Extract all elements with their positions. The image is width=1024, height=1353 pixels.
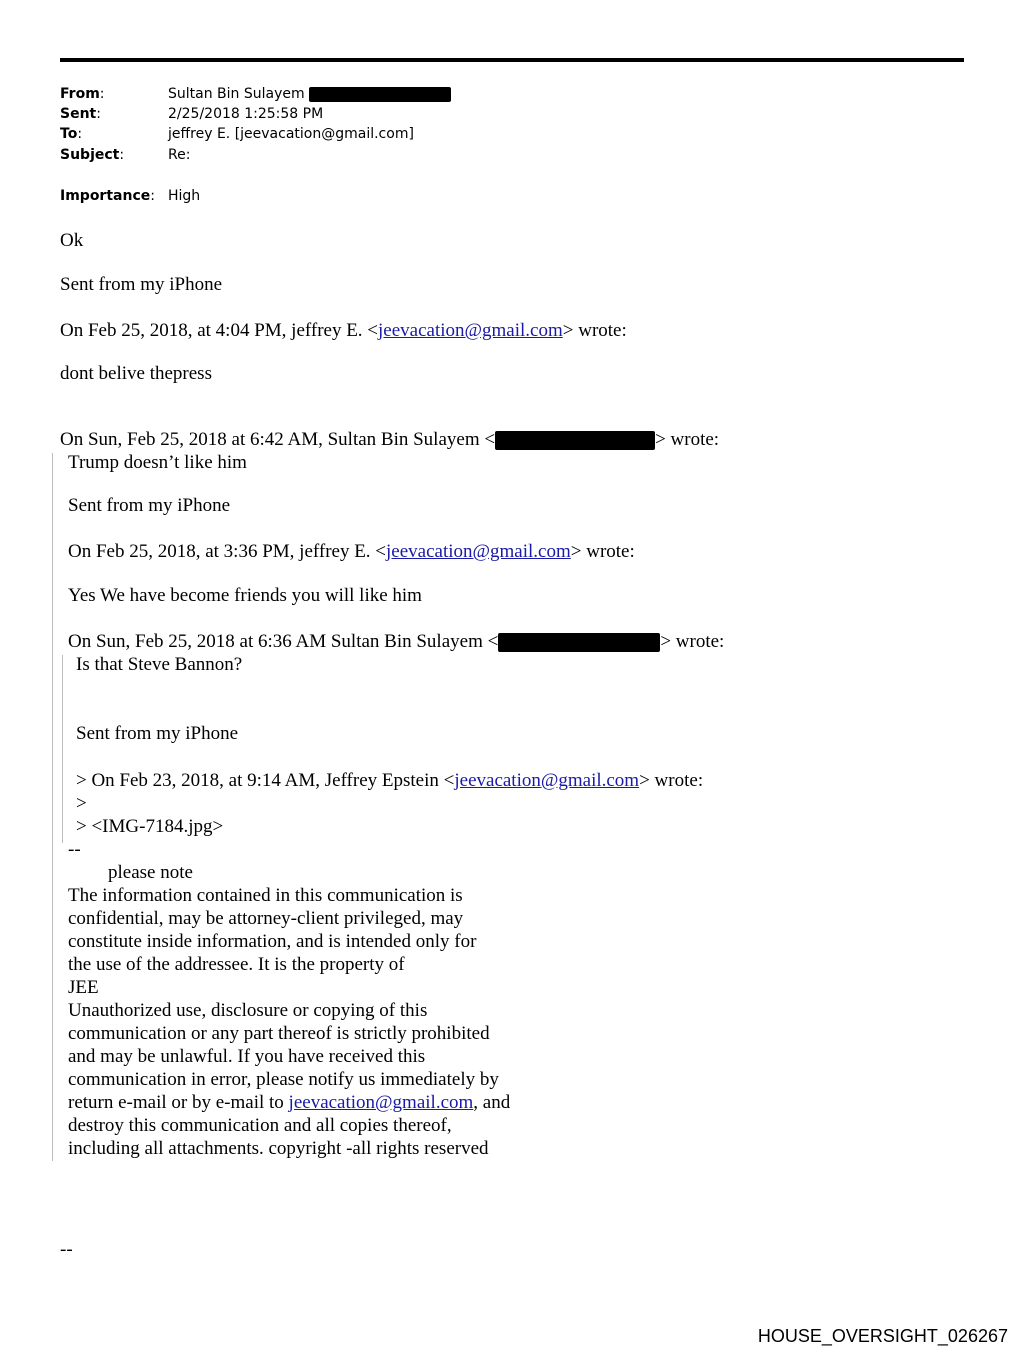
- disclaimer-line: JEE: [68, 977, 99, 998]
- email-link[interactable]: jeevacation@gmail.com: [378, 320, 563, 341]
- quote-bar: [52, 453, 53, 1161]
- importance-label: Importance: [60, 188, 151, 204]
- from-value: Sultan Bin Sulayem: [168, 86, 305, 102]
- subject-value: Re:: [168, 147, 191, 163]
- reply-header: On Feb 25, 2018, at 4:04 PM, jeffrey E. <jeevacation@gmail.com> wrote:: [60, 320, 627, 341]
- reply-text: Trump doesn’t like him: [68, 452, 247, 473]
- sent-from-iphone: Sent from my iPhone: [76, 723, 239, 744]
- quoted-attachment: > <IMG-7184.jpg>: [76, 816, 224, 837]
- reply-header: On Feb 25, 2018, at 3:36 PM, jeffrey E. <jeevacation@gmail.com> wrote:: [68, 541, 635, 562]
- bates-number: HOUSE_OVERSIGHT_026267: [757, 1326, 1008, 1346]
- disclaimer-line: the use of the addressee. It is the property of: [68, 954, 405, 975]
- sent-from-iphone: Sent from my iPhone: [68, 495, 231, 516]
- to-value: jeffrey E. [jeevacation@gmail.com]: [168, 126, 414, 142]
- reply-header: On Sun, Feb 25, 2018 at 6:36 AM Sultan Bin Sulayem < > wrote:: [68, 631, 725, 652]
- disclaimer-line: communication or any part thereof is strictly prohibited: [68, 1023, 490, 1044]
- sent-from-iphone: Sent from my iPhone: [60, 274, 223, 295]
- disclaimer-line: destroy this communication and all copies thereof,: [68, 1115, 452, 1136]
- header-rule: [60, 58, 964, 62]
- disclaimer-line: communication in error, please notify us immediately by: [68, 1069, 499, 1090]
- reply-header: On Sun, Feb 25, 2018 at 6:42 AM, Sultan Bin Sulayem < > wrote:: [60, 429, 720, 450]
- redaction-bar: [309, 87, 451, 102]
- email-link[interactable]: jeevacation@gmail.com: [454, 770, 640, 791]
- quoted-header: > On Feb 23, 2018, at 9:14 AM, Jeffrey Epstein <jeevacation@gmail.com> wrote:: [76, 770, 704, 791]
- signature-please-note: please note: [108, 862, 193, 883]
- disclaimer-email-line: return e-mail or by e-mail to jeevacation@gmail.com, and: [68, 1092, 511, 1113]
- disclaimer-line: constitute inside information, and is intended only for: [68, 931, 477, 952]
- end-separator: --: [60, 1239, 73, 1260]
- subject-label: Subject: [60, 147, 120, 163]
- quote-bar: [62, 655, 63, 843]
- quoted-line: >: [76, 793, 87, 814]
- body-ok: Ok: [60, 230, 84, 251]
- disclaimer-line: including all attachments. copyright -all rights reserved: [68, 1138, 489, 1159]
- reply-text: Is that Steve Bannon?: [76, 654, 243, 675]
- redaction-bar: [498, 633, 660, 652]
- importance-value: High: [168, 188, 201, 204]
- signature-separator: --: [68, 839, 81, 860]
- sent-value: 2/25/2018 1:25:58 PM: [168, 106, 324, 122]
- sent-label: Sent: [60, 106, 97, 122]
- reply-text: dont belive thepress: [60, 363, 212, 384]
- disclaimer-line: confidential, may be attorney-client privileged, may: [68, 908, 464, 929]
- to-label: To: [60, 126, 78, 142]
- disclaimer-line: and may be unlawful. If you have received this: [68, 1046, 426, 1067]
- disclaimer-line: The information contained in this communication is: [68, 885, 463, 906]
- email-link[interactable]: jeevacation@gmail.com: [288, 1092, 474, 1113]
- email-link[interactable]: jeevacation@gmail.com: [386, 541, 571, 562]
- from-label: From: [60, 86, 100, 102]
- redaction-bar: [495, 431, 655, 450]
- reply-text: Yes We have become friends you will like him: [68, 585, 422, 606]
- disclaimer-line: Unauthorized use, disclosure or copying of this: [68, 1000, 428, 1021]
